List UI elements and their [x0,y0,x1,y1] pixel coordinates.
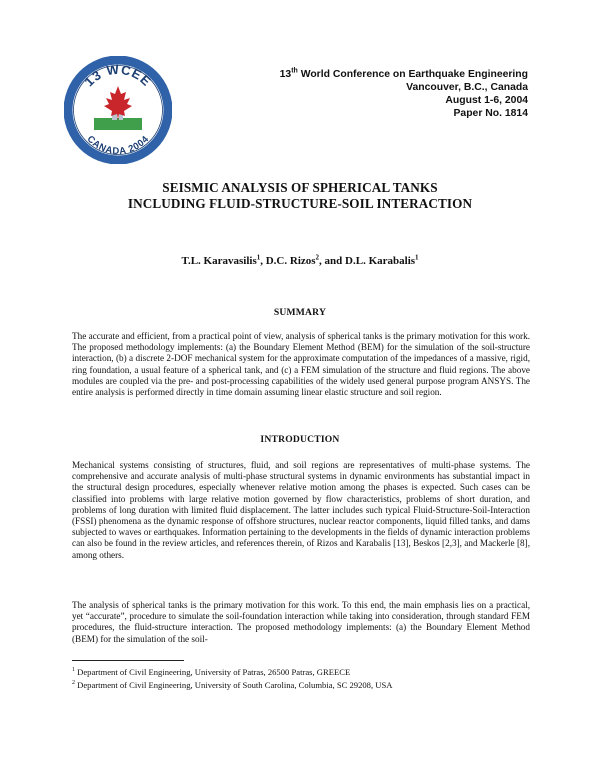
title-line-2: INCLUDING FLUID-STRUCTURE-SOIL INTERACTION [127,196,473,211]
footnote-divider [72,660,184,661]
author-3: D.L. Karabalis [345,255,416,267]
introduction-paragraph-1: Mechanical systems consisting of structures, fluid, and soil regions are representatives of multi-phase systems. The comprehensive and accurate analysis of multi-phase structural systems in dynamic environments has substantial impact in the structural design procedures, especially whenever relative motion among the phases is expected. Such cases can be classified into problems with large relative motion governed by flow characteristics, problems of short duration, and problems of long duration with limited fluid displacement. The latter includes such typical Fluid-Structure-Soil-Interaction (FSSI) phenomena as the dynamic response of offshore structures, nuclear reactor components, liquid filled tanks, and dams subjected to waves or earthquakes. Information pertaining to the developments in the fields of dynamic interaction problems can also be found in the review articles, and references therein, of Rizos and Karabalis [13], Beskos [2,3], and Mackerle [8], among others. [72,460,530,560]
logo-text-bottom: CANADA 2004 [84,133,152,158]
paper-title [0,180,600,212]
summary-heading: SUMMARY [273,307,327,318]
conference-name: 13th World Conference on Earthquake Engineering [279,67,528,80]
author-2: D.C. Rizos [265,255,316,267]
footnote-1: $^1$ Department of Civil Engineering, University of Patras, 26500 Patras, GREECE [72,667,351,677]
author-1: T.L. Karavasilis [181,255,257,267]
paper-number: Paper No. 1814 [453,108,528,119]
logo-text-top: 13 WCEE [81,61,155,90]
conference-location: Vancouver, B.C., Canada [406,82,528,93]
introduction-paragraph-2: The analysis of spherical tanks is the primary motivation for this work. To this end, the main emphasis lies on a practical, yet “accurate”, procedure to simulate the soil-foundation interaction while taking into consideration, through standard FEM procedures, the fluid-structure interaction. The proposed methodology implements: (a) the Boundary Element Method (BEM) for the simulation of the soil- [72,600,530,644]
wcee-logo-icon [64,56,172,164]
conference-dates: August 1-6, 2004 [445,95,528,106]
introduction-heading: INTRODUCTION [260,434,340,445]
conference-header [208,68,528,120]
title-line-1: SEISMIC ANALYSIS OF SPHERICAL TANKS [162,180,438,195]
footnote-2: $^2$ Department of Civil Engineering, University of South Carolina, Columbia, SC 29208, USA [72,680,393,690]
author-list: T.L. Karavasilis$^1$, D.C. Rizos$^2$, and D.L. Karabalis$^1$ [181,253,419,267]
summary-paragraph: The accurate and efficient, from a practical point of view, analysis of spherical tanks is the primary motivation for this work. The proposed methodology implements: (a) the Boundary Element Method (BEM) for the simulation of the soil-structure interaction, (b) a discrete 2-DOF mechanical system for the approximate computation of the impedances of a massive, rigid, ring foundation, a usual feature of a spherical tank, and (c) a FEM simulation of the structure and fluid regions. The above modules are coupled via the pre- and post-processing capabilities of the widely used general purpose program ANSYS. The entire analysis is performed directly in time domain assuming linear elastic structure and soil region. [72,331,530,398]
conference-logo [64,56,172,164]
